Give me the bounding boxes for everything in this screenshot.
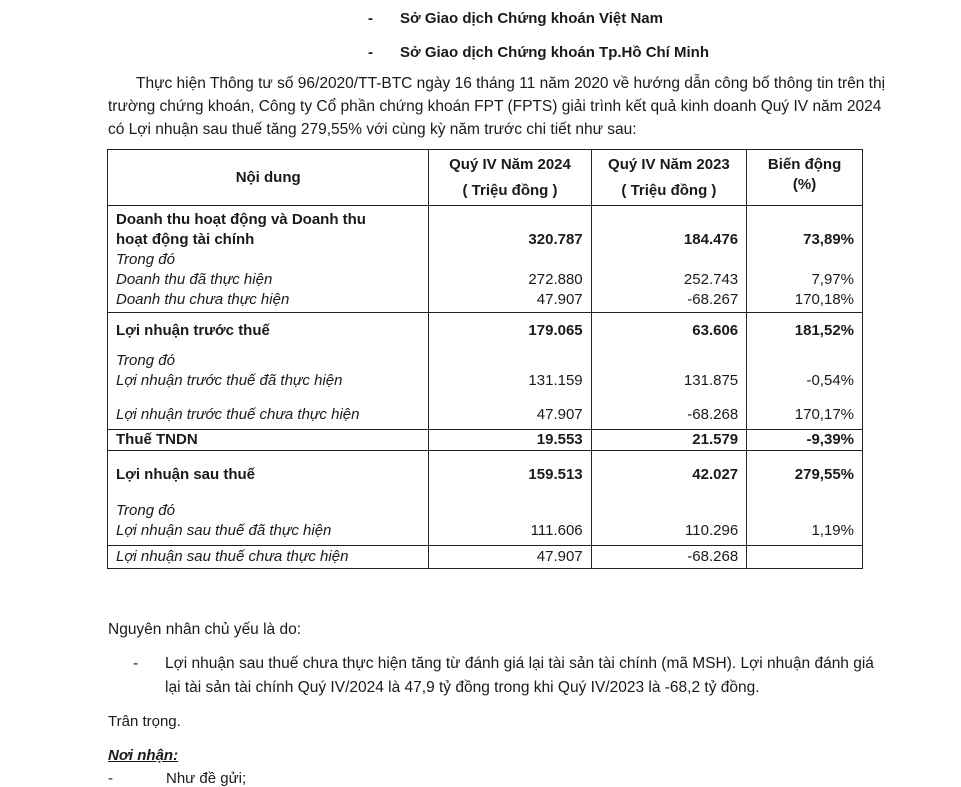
pbt-2023: 63.606 [692,322,739,339]
recipients-label: Nơi nhận: [108,747,179,764]
recipients-item [108,770,246,787]
pat-label: Lợi nhuận sau thuế [116,466,255,483]
revenue-sub1-change: 7,97% [811,271,854,288]
dash-marker: - [133,655,139,672]
pbt-label-cell [108,313,429,430]
revenue-sub1-label: Doanh thu đã thực hiện [116,271,273,288]
header-q4-2024-unit: ( Triệu đồng ) [462,182,558,199]
revenue-sub2-change: 170,18% [794,291,854,308]
dash-marker: - [368,44,373,61]
pbt-change: 181,52% [794,322,854,339]
dash-marker: - [108,770,113,787]
pbt-sub1-change: -0,54% [806,372,854,389]
pat-sub1-change: 1,19% [811,522,854,539]
tax-change: -9,39% [747,430,863,451]
intro-text: Thực hiện Thông tư số 96/2020/TT-BTC ngày 16 tháng 11 năm 2020 về hướng dẫn công bố thông tin trên thị trường chứng khoán, Công ty Cổ phần chứng khoán FPT (FPTS) giải trình kết quả kinh doanh Quý IV năm 2024 có Lợi nhuận sau thuế tăng 279,55% với cùng kỳ năm trước chi tiết như sau: [108,75,886,138]
pat-sub1-2024: 111.606 [530,522,583,539]
pbt-subtitle: Trong đó [116,352,175,369]
revenue-sub2-2024: 47.907 [536,291,583,308]
pat-subtitle: Trong đó [116,502,175,519]
pbt-2024: 179.065 [528,322,583,339]
header-content: Nội dung [108,150,429,206]
recipient-line-2 [368,44,709,61]
cause-bullet-text: Lợi nhuận sau thuế chưa thực hiện tăng từ đánh giá lại tài sản tài chính (mã MSH). Lợi nhuận đánh giá lại tài sản tài chính Quý IV/2024 là 47,9 tỷ đồng trong khi Quý IV/2023 là -68,2 tỷ đồng. [165,655,874,696]
pat-2023-cell [591,451,747,546]
pat-sub2-change-empty [747,546,863,569]
pbt-sub2-change: 170,17% [794,406,854,423]
header-q4-2023 [591,150,747,206]
revenue-sub2-2023: -68.267 [687,291,739,308]
pat-2024-cell [429,451,591,546]
revenue-label-line1: Doanh thu hoạt động và Doanh thu [116,211,366,228]
closing-regards: Trân trọng. [108,713,181,730]
tax-2023: 21.579 [591,430,747,451]
pbt-sub2-2023: -68.268 [687,406,739,423]
table-row-tax [108,430,863,451]
revenue-subtitle: Trong đó [116,251,175,268]
header-q4-2023-title: Quý IV Năm 2023 [608,156,730,173]
header-q4-2024 [429,150,591,206]
header-change-unit: (%) [792,176,817,193]
revenue-change-cell [747,206,863,313]
pat-2024: 159.513 [528,466,583,483]
revenue-sub1-2024: 272.880 [528,271,583,288]
table-row-pat [108,451,863,546]
cause-intro: Nguyên nhân chủ yếu là do: [108,621,302,638]
pbt-2024-cell [429,313,591,430]
pat-sub2-label: Lợi nhuận sau thuế chưa thực hiện [108,546,429,569]
pat-sub1-label: Lợi nhuận sau thuế đã thực hiện [116,522,332,539]
pbt-sub1-label: Lợi nhuận trước thuế đã thực hiện [116,372,343,389]
pbt-2023-cell [591,313,747,430]
revenue-2023-cell [591,206,747,313]
revenue-label-cell [108,206,429,313]
pat-change-cell [747,451,863,546]
table-header-row [108,150,863,206]
pbt-label: Lợi nhuận trước thuế [116,322,270,339]
tax-label: Thuế TNDN [108,430,429,451]
table-row-revenue [108,206,863,313]
recipients-item-text: Như đề gửi; [166,770,247,787]
pat-sub2-2024: 47.907 [429,546,591,569]
pbt-change-cell [747,313,863,430]
pat-sub1-2023: 110.296 [685,522,739,539]
header-q4-2024-title: Quý IV Năm 2024 [449,156,571,173]
pbt-sub1-2023: 131.875 [683,372,739,389]
header-q4-2023-unit: ( Triệu đồng ) [621,182,717,199]
pat-2023: 42.027 [692,466,739,483]
tax-2024: 19.553 [429,430,591,451]
pbt-sub2-label: Lợi nhuận trước thuế chưa thực hiện [116,406,360,423]
dash-marker: - [368,10,373,27]
recipient-line-1 [368,10,663,27]
pbt-sub2-2024: 47.907 [536,406,583,423]
header-change [747,150,863,206]
revenue-sub2-label: Doanh thu chưa thực hiện [116,291,290,308]
revenue-2023: 184.476 [683,231,739,248]
pbt-sub1-2024: 131.159 [528,372,583,389]
table-row-pat-unrealized [108,546,863,569]
revenue-2024-cell [429,206,591,313]
recipient-text: Sở Giao dịch Chứng khoán Việt Nam [400,10,663,27]
pat-label-cell [108,451,429,546]
pat-sub2-2023: -68.268 [591,546,747,569]
pat-change: 279,55% [794,466,854,483]
header-change-title: Biến động [767,156,842,173]
recipient-text: Sở Giao dịch Chứng khoán Tp.Hồ Chí Minh [400,44,710,61]
revenue-sub1-2023: 252.743 [683,271,739,288]
table-row-pbt [108,313,863,430]
revenue-2024: 320.787 [528,231,583,248]
revenue-change: 73,89% [803,231,854,248]
revenue-label-line2: hoạt động tài chính [116,231,255,248]
intro-paragraph [108,72,886,141]
results-table [107,149,863,569]
